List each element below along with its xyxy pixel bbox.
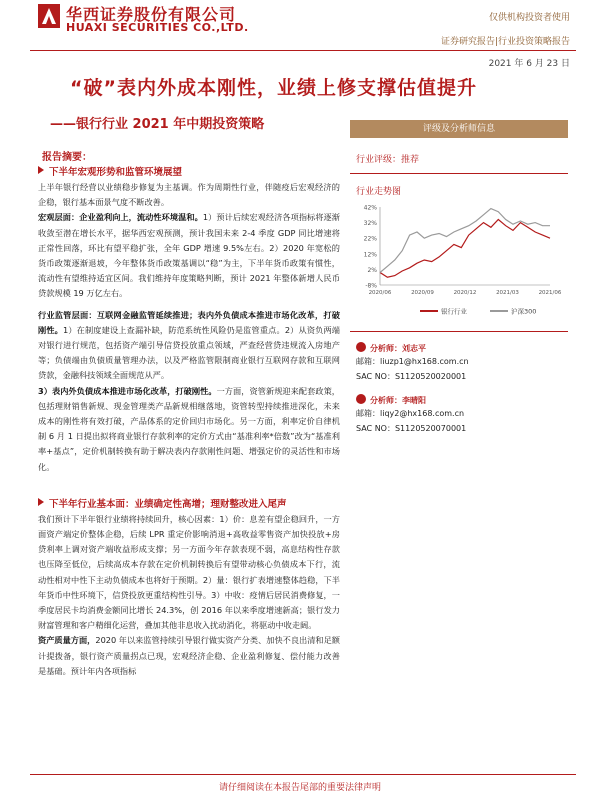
x-tick-label: 2020/06 bbox=[368, 290, 392, 296]
page-header bbox=[0, 0, 600, 58]
audience-note: 仅供机构投资者使用 bbox=[488, 13, 570, 23]
abstract-label: 报告摘要： bbox=[42, 152, 92, 163]
paragraph-cost-reform: 3）表内外负债成本推进市场化改革，打破刚性。一方面，资管新规迎来配套政策，包括理财销售新规、现金管理类产品新规相继落地，资管转型持续推进深化，未来成本的刚性将有效打破，产品体系的定价回归市场化。另一方面，利率定价自律机制 6 月 1 日提出拟将商业银行存款利率的定价方式由“基准利率*倍数”改为“基准利率+基点”，定价机制转换有助于解决表内存款刚性问题、增强定价的灵活性和市场化。 bbox=[38, 385, 340, 472]
paragraph-regulation: 行业监管层面：互联网金融监管延续推进；表内外负债成本推进市场化改革，打破刚性。1）在制度建设上查漏补缺，防范系统性风险仍是监管重点。2）从资负两端对银行进行规范，包括资产端引导信贷投放重点领域，严查经营贷违规流入房地产等；负债端由负债质量管理办法，以及严格监管限制商业银行互联网存款和互联网贷款，金融科技领域全面规范从严。 bbox=[38, 309, 340, 381]
footer-divider bbox=[30, 774, 576, 775]
paragraph-fundamentals: 我们预计下半年银行业绩将持续回升，核心因素：1）价：息差有望企稳回升，一方面资产端定价整体企稳，后续 LPR 重定价影响消退+高收益零售资产加快投放+房贷利率上调对资产端收益形成支撑；另一方面今年存款表现不弱，高息结构性存款也压降至低位，后续高成本存款在定价机制转换后有望带动核心负债成本下行，流动性相对中性下主动负债成本也将好于预期。2）量：银行扩表增速整体趋稳，下半年货币中性环境下，信贷投放更重结构性引导。3）中收：疫情后居民消费修复，一季度居民卡均消费金额同比增长 24.3%，创 2016 年以来季度增速新高；银行发力财富管理和客户精细化运营，叠加其他非息收入扰动消化，将驱动中收走阔。 bbox=[38, 513, 340, 631]
chart-title: 行业走势图 bbox=[356, 187, 402, 197]
x-tick-label: 2021/06 bbox=[538, 290, 562, 296]
report-subtitle: ——银行行业 2021 年中期投资策略 bbox=[50, 117, 265, 132]
sidebar-divider bbox=[350, 173, 568, 174]
analyst-sac: S1120520070001 bbox=[394, 424, 467, 433]
rating-header-bar: 评级及分析师信息 bbox=[350, 120, 568, 138]
x-tick-label: 2020/12 bbox=[453, 290, 477, 296]
report-date: 2021 年 6 月 23 日 bbox=[488, 59, 570, 69]
y-tick-label: 32% bbox=[363, 220, 377, 228]
legend-label: 银行行业 bbox=[441, 307, 467, 316]
abstract-column bbox=[38, 148, 340, 679]
x-tick-label: 2020/09 bbox=[411, 290, 434, 296]
header-divider bbox=[30, 50, 576, 51]
series-line-bank bbox=[380, 220, 550, 278]
company-name-cn: 华西证券股份有限公司 bbox=[66, 5, 237, 24]
company-name-en: HUAXI SECURITIES CO.,LTD. bbox=[66, 21, 249, 34]
sidebar bbox=[350, 120, 568, 436]
pen-icon bbox=[356, 394, 366, 404]
x-tick-label: 2021/03 bbox=[496, 290, 519, 296]
analyst-card: 分析师：李晴阳 邮箱：liqy2@hx168.com.cn SAC NO：S1120520070001 bbox=[356, 396, 467, 433]
y-tick-label: 42% bbox=[363, 204, 377, 212]
pen-icon bbox=[356, 342, 366, 352]
huaxi-logo-icon bbox=[36, 2, 62, 30]
analyst-email[interactable]: liqy2@hx168.com.cn bbox=[380, 409, 465, 418]
legal-notice: 请仔细阅读在本报告尾部的重要法律声明 bbox=[218, 783, 381, 793]
triangle-bullet-icon bbox=[38, 166, 44, 174]
rating-value: 推荐 bbox=[401, 155, 420, 165]
legend-label: 沪深300 bbox=[511, 307, 537, 316]
analyst-name: 李晴阳 bbox=[402, 396, 426, 405]
analyst-name: 刘志平 bbox=[402, 344, 426, 353]
triangle-bullet-icon bbox=[38, 498, 44, 506]
section-heading-macro: 下半年宏观形势和监管环境展望 bbox=[38, 166, 340, 180]
report-categories: 证券研究报告|行业投资策略报告 bbox=[440, 37, 570, 47]
y-tick-label: 2% bbox=[367, 266, 377, 274]
paragraph-asset-quality: 资产质量方面，2020 年以来监管持续引导银行做实资产分类、加快不良出清和足额计提拨备，银行资产质量拐点已现，宏观经济企稳、企业盈利修复、偿付能力改善是基础。预计年内各项指标 bbox=[38, 635, 340, 676]
industry-trend-chart bbox=[350, 199, 568, 327]
analyst-email[interactable]: liuzp1@hx168.com.cn bbox=[380, 357, 469, 366]
industry-rating: 行业评级：推荐 bbox=[356, 155, 420, 165]
paragraph-intro: 上半年银行经营以业绩稳步修复为主基调。作为周期性行业，伴随疫后宏观经济的企稳，银行基本面景气度不断改善。 bbox=[38, 182, 340, 208]
section-heading-fundamentals: 下半年行业基本面：业绩确定性高增；理财整改进入尾声 bbox=[38, 498, 340, 512]
y-tick-label: 22% bbox=[363, 235, 377, 243]
sidebar-divider bbox=[350, 331, 568, 332]
paragraph-macro: 宏观层面：企业盈利向上，流动性环境温和。1）预计后续宏观经济各项指标将逐渐收敛至潜在增长水平，据华西宏观预测，预计我国未来 2-4 季度 GDP 同比增速将正常性回落，环比有望平稳扩张，全年 GDP 增速 9.5%左右。2）2020 年宽松的货币政策逐渐退坡，今年整体货币政策基调以“稳”为主，下半年货币政策有惯性，流动性有望维持适宜区间。我们维持年度策略判断，预计 2021 年整体新增人民币贷款规模 19 万亿左右。 bbox=[38, 212, 340, 299]
report-title: “破”表内外成本刚性，业绩上修支撑估值提升 bbox=[70, 77, 477, 99]
y-tick-label: -8% bbox=[365, 282, 377, 290]
y-tick-label: 12% bbox=[363, 251, 377, 259]
analyst-card: 分析师：刘志平 邮箱：liuzp1@hx168.com.cn SAC NO：S1120520020001 bbox=[356, 344, 469, 381]
analyst-sac: S1120520020001 bbox=[394, 372, 467, 381]
